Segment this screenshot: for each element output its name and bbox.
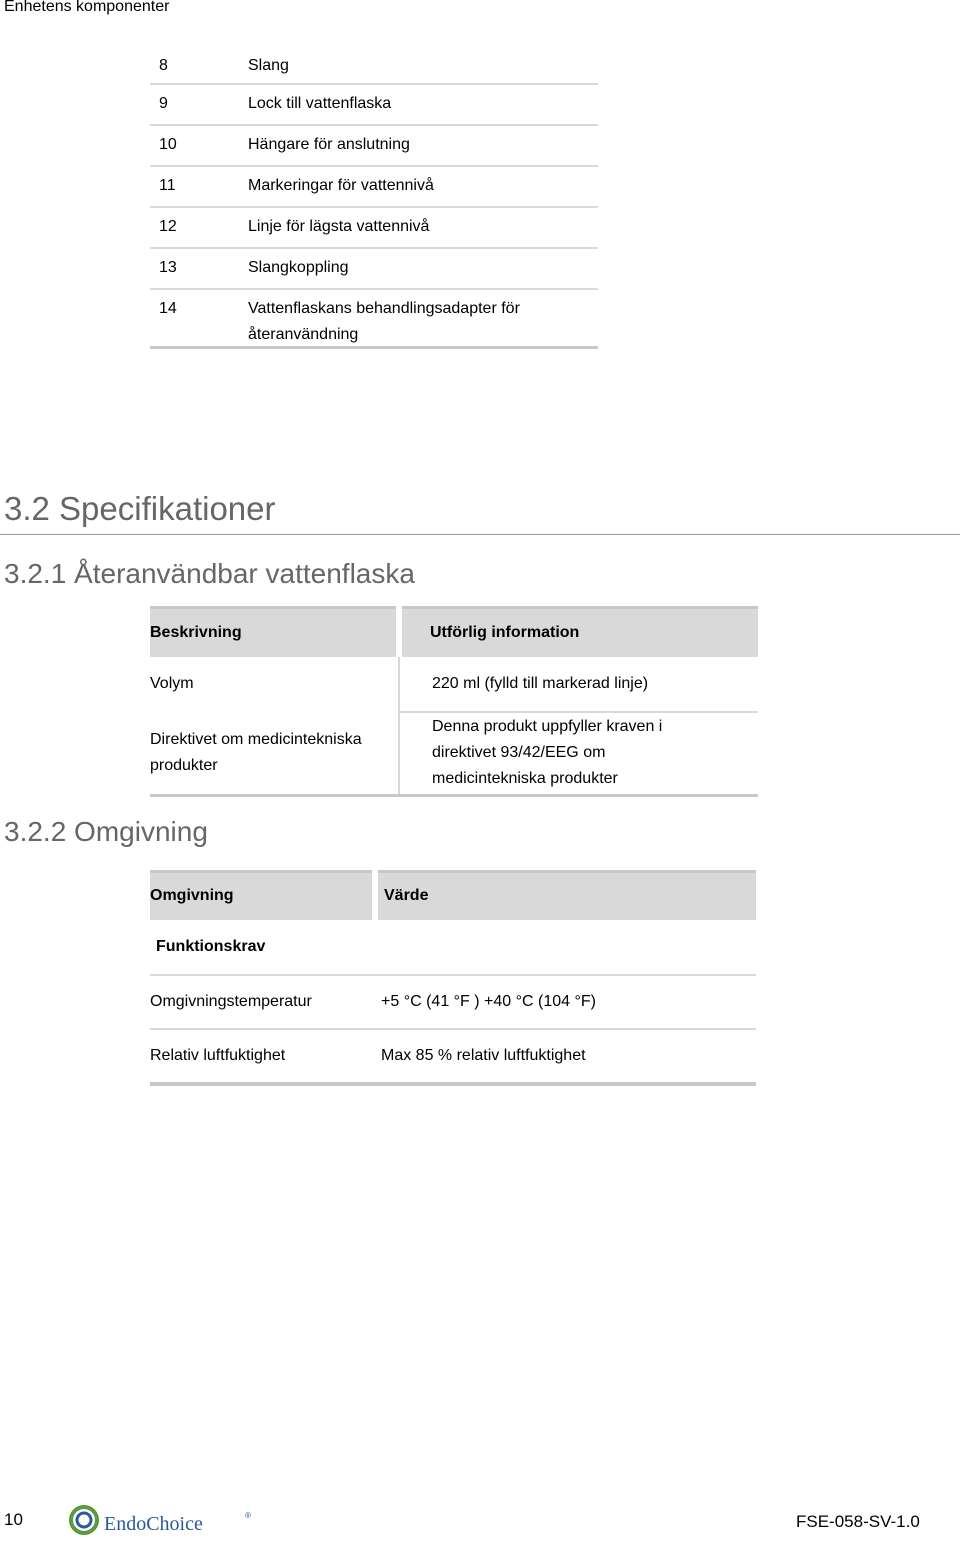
list-item bbox=[150, 44, 598, 85]
item-number: 11 bbox=[159, 177, 176, 194]
item-label: Hängare för anslutning bbox=[248, 136, 410, 153]
column-header: Värde bbox=[375, 872, 756, 920]
endochoice-logo bbox=[68, 1500, 258, 1536]
table-cell: +5 °C (41 °F ) +40 °C (104 °F) bbox=[381, 992, 596, 1010]
heading-rule bbox=[0, 534, 960, 535]
components-list bbox=[150, 44, 598, 349]
table-row bbox=[150, 657, 758, 712]
table-subheader-row bbox=[150, 920, 756, 975]
logo-emblem-icon bbox=[68, 1500, 258, 1536]
logo-wordmark: EndoChoice bbox=[104, 1513, 203, 1535]
item-number: 13 bbox=[159, 259, 177, 276]
document-id: FSE-058-SV-1.0 bbox=[796, 1512, 920, 1531]
page-number: 10 bbox=[4, 1510, 23, 1529]
item-number: 9 bbox=[159, 95, 168, 112]
table-row bbox=[150, 975, 756, 1029]
table-subheader: Funktionskrav bbox=[156, 937, 266, 955]
item-label: Lock till vattenflaska bbox=[248, 95, 392, 112]
table-row bbox=[150, 1029, 756, 1084]
list-item bbox=[150, 290, 598, 349]
table-header-row bbox=[150, 872, 756, 920]
item-number: 10 bbox=[159, 136, 177, 153]
logo-registered-mark: ® bbox=[245, 1511, 251, 1520]
list-item bbox=[150, 167, 598, 208]
item-number: 12 bbox=[159, 218, 177, 235]
table-cell: Max 85 % relativ luftfuktighet bbox=[381, 1046, 586, 1064]
item-label: Slang bbox=[248, 57, 289, 74]
item-number: 8 bbox=[159, 57, 168, 74]
table-row bbox=[150, 712, 758, 796]
environment-spec-table bbox=[150, 870, 756, 1086]
list-item bbox=[150, 208, 598, 249]
table-cell: Denna produkt uppfyller kraven i direktivet 93/42/EEG om medicintekniska produkter bbox=[432, 718, 663, 788]
bottle-spec-table bbox=[150, 606, 758, 797]
section-heading: 3.2 Specifikationer bbox=[4, 490, 276, 527]
column-header: Omgivning bbox=[150, 872, 375, 920]
table-cell: Direktivet om medicintekniska produkter bbox=[150, 712, 399, 796]
item-label: Linje för lägsta vattennivå bbox=[248, 218, 430, 235]
table-cell: Volym bbox=[150, 657, 399, 712]
running-header: Enhetens komponenter bbox=[4, 0, 170, 15]
subsection-heading-bottle: 3.2.1 Återanvändbar vattenflaska bbox=[4, 558, 415, 589]
table-header-row bbox=[150, 608, 758, 657]
list-item bbox=[150, 85, 598, 126]
item-label: Slangkoppling bbox=[248, 259, 349, 276]
subsection-heading-environment: 3.2.2 Omgivning bbox=[4, 816, 208, 847]
table-cell: Omgivningstemperatur bbox=[150, 992, 312, 1010]
column-header: Utförlig information bbox=[399, 608, 758, 657]
table-cell: 220 ml (fylld till markerad linje) bbox=[399, 657, 758, 712]
item-number: 14 bbox=[159, 300, 177, 317]
item-label: Vattenflaskans behandlingsadapter för återanvändning bbox=[248, 300, 520, 343]
table-cell: Relativ luftfuktighet bbox=[150, 1046, 286, 1064]
item-label: Markeringar för vattennivå bbox=[248, 177, 434, 194]
column-header: Beskrivning bbox=[150, 608, 399, 657]
list-item bbox=[150, 249, 598, 290]
list-item bbox=[150, 126, 598, 167]
